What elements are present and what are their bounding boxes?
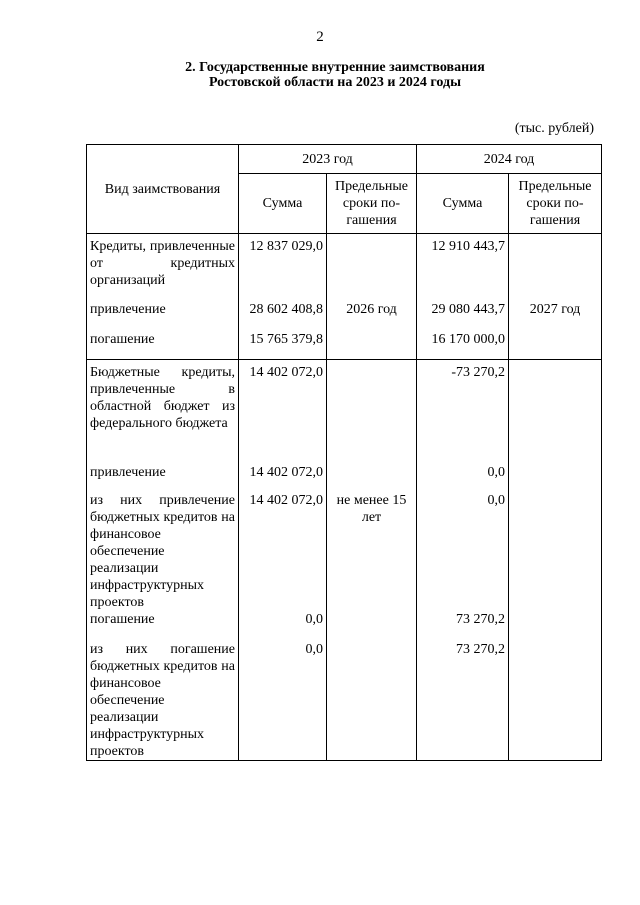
sum-2024: 73 270,2 bbox=[417, 611, 509, 641]
borrowings-table bbox=[86, 144, 602, 761]
row-name: из них погашение бюджетных кредитов на финансовое обеспечение реализации инфраструктурных проектов bbox=[87, 641, 239, 761]
row-name: Кредиты, привлеченные от кредитных организаций bbox=[87, 234, 239, 301]
document-title bbox=[120, 60, 550, 90]
terms-2023 bbox=[327, 234, 417, 301]
terms-2023 bbox=[327, 360, 417, 464]
sum-2024: 73 270,2 bbox=[417, 641, 509, 761]
terms-2024: 2027 год bbox=[509, 301, 602, 331]
sum-2024: 0,0 bbox=[417, 492, 509, 611]
sum-2023: 15 765 379,8 bbox=[239, 331, 327, 360]
row-name: привлечение bbox=[87, 464, 239, 492]
header-sum-2024: Сумма bbox=[417, 174, 509, 234]
table-row bbox=[87, 360, 602, 464]
row-name: привлечение bbox=[87, 301, 239, 331]
terms-2023 bbox=[327, 611, 417, 641]
table-row bbox=[87, 301, 602, 331]
header-year-2023: 2023 год bbox=[239, 145, 417, 174]
header-sum-2023: Сумма bbox=[239, 174, 327, 234]
sum-2023: 12 837 029,0 bbox=[239, 234, 327, 301]
sum-2023: 14 402 072,0 bbox=[239, 464, 327, 492]
title-line-2: Ростовской области на 2023 и 2024 годы bbox=[208, 75, 462, 90]
table-row bbox=[87, 331, 602, 360]
terms-2023 bbox=[327, 331, 417, 360]
page-number: 2 bbox=[316, 29, 324, 45]
terms-2023 bbox=[327, 641, 417, 761]
row-name: Бюджетные кредиты, привлеченные в областной бюджет из федерального бюджета bbox=[87, 360, 239, 464]
header-terms-2024: Предельные сроки по-гашения bbox=[509, 174, 602, 234]
terms-2024 bbox=[509, 464, 602, 492]
row-name: из них привлечение бюджетных кредитов на финансовое обеспечение реализации инфраструктурных проектов bbox=[87, 492, 239, 611]
sum-2024: 0,0 bbox=[417, 464, 509, 492]
terms-2024 bbox=[509, 331, 602, 360]
terms-2024 bbox=[509, 234, 602, 301]
sum-2024: 12 910 443,7 bbox=[417, 234, 509, 301]
terms-2024 bbox=[509, 492, 602, 611]
sum-2024: -73 270,2 bbox=[417, 360, 509, 464]
units-label: (тыс. рублей) bbox=[514, 121, 594, 136]
table-row bbox=[87, 641, 602, 761]
terms-2024 bbox=[509, 611, 602, 641]
sum-2024: 16 170 000,0 bbox=[417, 331, 509, 360]
table-row bbox=[87, 492, 602, 611]
sum-2024: 29 080 443,7 bbox=[417, 301, 509, 331]
title-line-1: 2. Государственные внутренние заимствования bbox=[185, 60, 485, 75]
table-row bbox=[87, 464, 602, 492]
sum-2023: 0,0 bbox=[239, 641, 327, 761]
sum-2023: 14 402 072,0 bbox=[239, 492, 327, 611]
table-row bbox=[87, 234, 602, 301]
sum-2023: 28 602 408,8 bbox=[239, 301, 327, 331]
terms-2023: 2026 год bbox=[327, 301, 417, 331]
terms-2023: не менее 15 лет bbox=[327, 492, 417, 611]
header-year-2024: 2024 год bbox=[417, 145, 602, 174]
table-row bbox=[87, 611, 602, 641]
terms-2024 bbox=[509, 360, 602, 464]
terms-2023 bbox=[327, 464, 417, 492]
sum-2023: 14 402 072,0 bbox=[239, 360, 327, 464]
terms-2024 bbox=[509, 641, 602, 761]
row-name: погашение bbox=[87, 331, 239, 360]
header-borrowing-type: Вид заимствования bbox=[87, 145, 239, 234]
sum-2023: 0,0 bbox=[239, 611, 327, 641]
row-name: погашение bbox=[87, 611, 239, 641]
header-terms-2023: Предельные сроки по-гашения bbox=[327, 174, 417, 234]
